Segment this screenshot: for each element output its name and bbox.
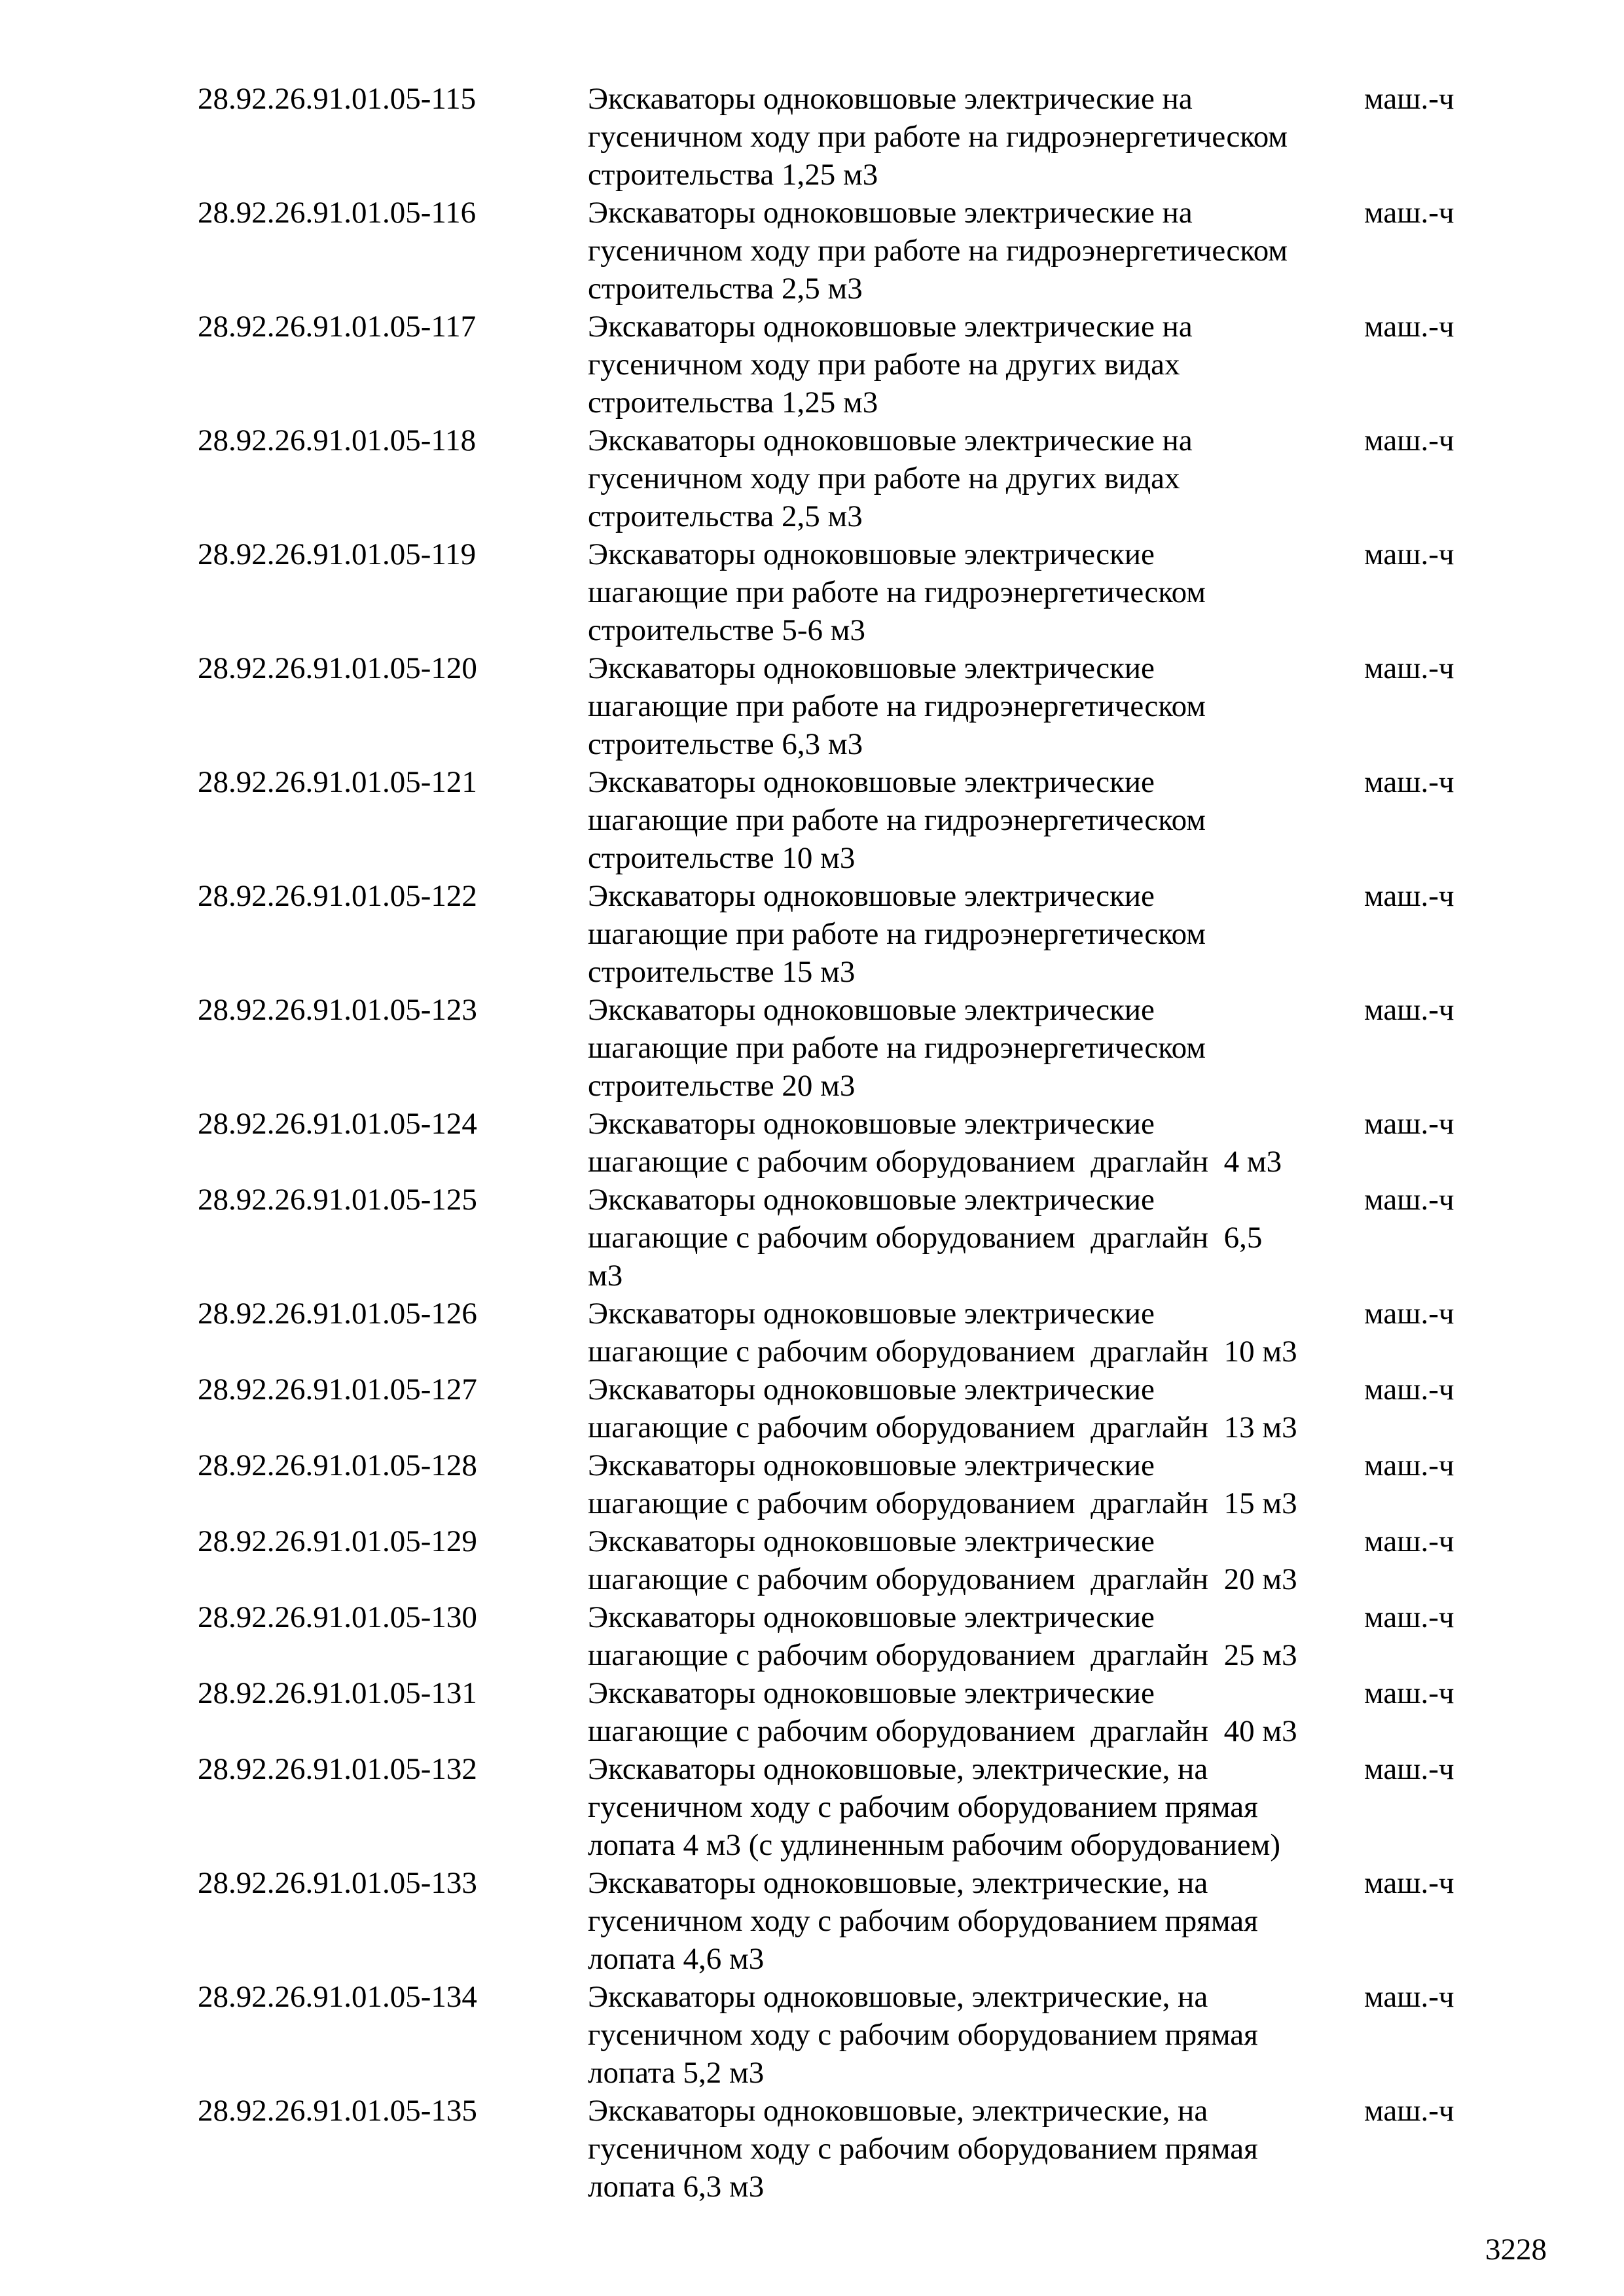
resource-code: 28.92.26.91.01.05-115	[198, 82, 477, 116]
unit-of-measure: маш.-ч	[1364, 1524, 1454, 1558]
resource-description	[588, 877, 1373, 991]
resource-description	[588, 1522, 1373, 1598]
description-line: Экскаваторы одноковшовые, электрические, на	[588, 1866, 1208, 1900]
unit-of-measure: маш.-ч	[1364, 1752, 1454, 1786]
description-line: строительства 2,5 м3	[588, 272, 863, 306]
description-line: лопата 5,2 м3	[588, 2056, 765, 2090]
unit-of-measure: маш.-ч	[1364, 651, 1454, 685]
description-line: шагающие с рабочим оборудованием драглайн 40 м3	[588, 1714, 1297, 1748]
unit-of-measure: маш.-ч	[1364, 1107, 1454, 1141]
resource-description	[588, 1446, 1373, 1522]
description-line: строительства 1,25 м3	[588, 386, 878, 420]
description-line: строительстве 15 м3	[588, 955, 856, 989]
resource-code: 28.92.26.91.01.05-120	[198, 651, 477, 685]
description-line: Экскаваторы одноковшовые электрические	[588, 765, 1155, 799]
description-line: гусеничном ходу с рабочим оборудованием прямая	[588, 2018, 1258, 2052]
unit-of-measure: маш.-ч	[1364, 1600, 1454, 1634]
description-line: Экскаваторы одноковшовые электрические на	[588, 310, 1193, 344]
unit-of-measure: маш.-ч	[1364, 196, 1454, 230]
resource-description	[588, 308, 1373, 422]
unit-of-measure: маш.-ч	[1364, 1676, 1454, 1710]
description-line: лопата 4,6 м3	[588, 1942, 765, 1976]
description-line: гусеничном ходу с рабочим оборудованием прямая	[588, 1904, 1258, 1938]
description-line: Экскаваторы одноковшовые электрические	[588, 537, 1155, 571]
unit-of-measure: маш.-ч	[1364, 82, 1454, 116]
resource-code: 28.92.26.91.01.05-125	[198, 1183, 477, 1217]
description-line: шагающие с рабочим оборудованием драглайн 20 м3	[588, 1562, 1297, 1596]
description-line: шагающие с рабочим оборудованием драглайн 25 м3	[588, 1638, 1297, 1672]
resource-description	[588, 1750, 1373, 1864]
description-line: строительстве 20 м3	[588, 1069, 856, 1103]
resource-code: 28.92.26.91.01.05-134	[198, 1980, 477, 2014]
description-line: Экскаваторы одноковшовые электрические	[588, 1107, 1155, 1141]
description-line: гусеничном ходу с рабочим оборудованием прямая	[588, 1790, 1258, 1824]
description-line: строительства 2,5 м3	[588, 499, 863, 533]
description-line: строительстве 5-6 м3	[588, 613, 865, 647]
resource-description	[588, 422, 1373, 535]
resource-code: 28.92.26.91.01.05-123	[198, 993, 477, 1027]
resource-description	[588, 1864, 1373, 1978]
description-line: шагающие с рабочим оборудованием драглайн 13 м3	[588, 1410, 1297, 1444]
resource-code: 28.92.26.91.01.05-117	[198, 310, 477, 344]
unit-of-measure: маш.-ч	[1364, 423, 1454, 457]
description-line: Экскаваторы одноковшовые электрические	[588, 1183, 1155, 1217]
resource-code: 28.92.26.91.01.05-132	[198, 1752, 477, 1786]
resource-code: 28.92.26.91.01.05-124	[198, 1107, 477, 1141]
description-line: шагающие с рабочим оборудованием драглайн 6,5	[588, 1221, 1263, 1255]
description-line: гусеничном ходу при работе на гидроэнергетическом	[588, 234, 1288, 268]
unit-of-measure: маш.-ч	[1364, 765, 1454, 799]
description-line: строительства 1,25 м3	[588, 158, 878, 192]
resource-code: 28.92.26.91.01.05-118	[198, 423, 477, 457]
resource-code: 28.92.26.91.01.05-116	[198, 196, 477, 230]
description-line: гусеничном ходу при работе на других видах	[588, 461, 1180, 495]
description-line: Экскаваторы одноковшовые электрические	[588, 1372, 1155, 1407]
description-line: шагающие при работе на гидроэнергетическом	[588, 1031, 1206, 1065]
resource-description	[588, 194, 1373, 308]
description-line: Экскаваторы одноковшовые электрические	[588, 1676, 1155, 1710]
description-line: Экскаваторы одноковшовые электрические	[588, 879, 1155, 913]
description-line: шагающие с рабочим оборудованием драглайн 15 м3	[588, 1486, 1297, 1520]
page-number: 3228	[1485, 2233, 1547, 2267]
unit-of-measure: маш.-ч	[1364, 1183, 1454, 1217]
resource-description	[588, 1105, 1373, 1181]
unit-of-measure: маш.-ч	[1364, 1980, 1454, 2014]
resource-description	[588, 763, 1373, 877]
resource-description	[588, 80, 1373, 194]
resource-description	[588, 1598, 1373, 1674]
resource-description	[588, 1978, 1373, 2092]
unit-of-measure: маш.-ч	[1364, 310, 1454, 344]
description-line: гусеничном ходу с рабочим оборудованием прямая	[588, 2132, 1258, 2166]
description-line: шагающие при работе на гидроэнергетическом	[588, 575, 1206, 609]
unit-of-measure: маш.-ч	[1364, 1297, 1454, 1331]
description-line: строительстве 6,3 м3	[588, 727, 863, 761]
description-line: Экскаваторы одноковшовые электрические	[588, 1524, 1155, 1558]
resource-description	[588, 649, 1373, 763]
resource-description	[588, 1371, 1373, 1446]
description-line: гусеничном ходу при работе на других видах	[588, 348, 1180, 382]
description-line: гусеничном ходу при работе на гидроэнергетическом	[588, 120, 1288, 154]
resource-code: 28.92.26.91.01.05-122	[198, 879, 477, 913]
unit-of-measure: маш.-ч	[1364, 2094, 1454, 2128]
resource-description	[588, 2092, 1373, 2206]
description-line: шагающие с рабочим оборудованием драглайн 10 м3	[588, 1335, 1297, 1369]
description-line: лопата 6,3 м3	[588, 2170, 765, 2204]
description-line: Экскаваторы одноковшовые электрические	[588, 1448, 1155, 1482]
unit-of-measure: маш.-ч	[1364, 993, 1454, 1027]
description-line: Экскаваторы одноковшовые электрические	[588, 993, 1155, 1027]
resource-code: 28.92.26.91.01.05-133	[198, 1866, 477, 1900]
description-line: лопата 4 м3 (с удлиненным рабочим оборудованием)	[588, 1828, 1281, 1862]
unit-of-measure: маш.-ч	[1364, 1372, 1454, 1407]
description-line: Экскаваторы одноковшовые электрические	[588, 1600, 1155, 1634]
description-line: строительстве 10 м3	[588, 841, 856, 875]
description-line: Экскаваторы одноковшовые электрические на	[588, 82, 1193, 116]
resource-description	[588, 991, 1373, 1105]
resource-description	[588, 535, 1373, 649]
description-line: Экскаваторы одноковшовые электрические	[588, 1297, 1155, 1331]
unit-of-measure: маш.-ч	[1364, 537, 1454, 571]
resource-description	[588, 1674, 1373, 1750]
unit-of-measure: маш.-ч	[1364, 1866, 1454, 1900]
description-line: шагающие при работе на гидроэнергетическом	[588, 689, 1206, 723]
unit-of-measure: маш.-ч	[1364, 1448, 1454, 1482]
resource-description	[588, 1295, 1373, 1371]
description-line: шагающие при работе на гидроэнергетическом	[588, 803, 1206, 837]
description-line: Экскаваторы одноковшовые электрические на	[588, 423, 1193, 457]
description-line: Экскаваторы одноковшовые электрические	[588, 651, 1155, 685]
description-line: м3	[588, 1259, 623, 1293]
description-line: Экскаваторы одноковшовые, электрические, на	[588, 1980, 1208, 2014]
description-line: шагающие при работе на гидроэнергетическом	[588, 917, 1206, 951]
resource-code: 28.92.26.91.01.05-119	[198, 537, 477, 571]
resource-code: 28.92.26.91.01.05-130	[198, 1600, 477, 1634]
resource-description	[588, 1181, 1373, 1295]
resource-code: 28.92.26.91.01.05-135	[198, 2094, 477, 2128]
resource-code: 28.92.26.91.01.05-127	[198, 1372, 477, 1407]
description-line: Экскаваторы одноковшовые, электрические, на	[588, 1752, 1208, 1786]
unit-of-measure: маш.-ч	[1364, 879, 1454, 913]
resource-code: 28.92.26.91.01.05-126	[198, 1297, 477, 1331]
resource-code: 28.92.26.91.01.05-129	[198, 1524, 477, 1558]
resource-code: 28.92.26.91.01.05-131	[198, 1676, 477, 1710]
resource-code: 28.92.26.91.01.05-121	[198, 765, 477, 799]
description-line: Экскаваторы одноковшовые, электрические, на	[588, 2094, 1208, 2128]
resource-code: 28.92.26.91.01.05-128	[198, 1448, 477, 1482]
description-line: Экскаваторы одноковшовые электрические на	[588, 196, 1193, 230]
description-line: шагающие с рабочим оборудованием драглайн 4 м3	[588, 1145, 1282, 1179]
